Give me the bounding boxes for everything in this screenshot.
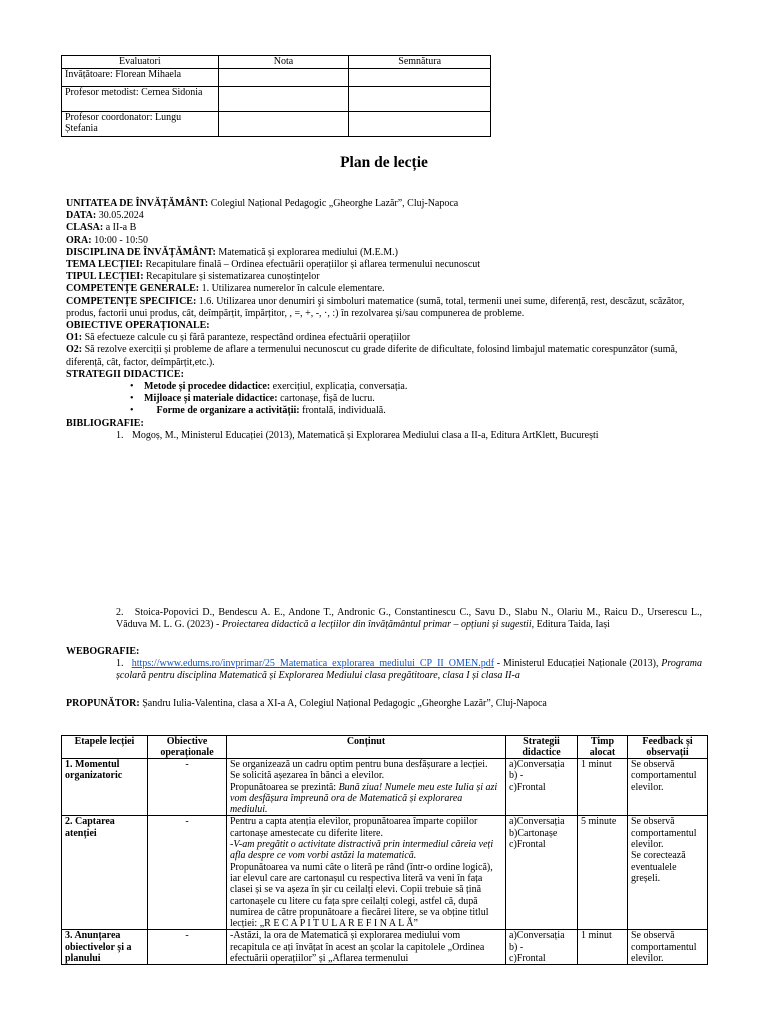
strategy-mijloace: • Mijloace și materiale didactice: cartonașe, fișă de lucru.	[130, 393, 375, 405]
webografie-heading: WEBOGRAFIE:	[66, 646, 140, 657]
bullet-icon: •	[130, 393, 134, 405]
stage-time: 1 minut	[578, 759, 628, 816]
clasa-line: CLASA: a II-a B	[66, 222, 137, 234]
evaluator-grade-cell	[218, 69, 349, 87]
tipul-line: TIPUL LECȚIEI: Recapitulare și sistematizarea cunoștințelor	[66, 271, 320, 283]
evaluators-header-nota: Nota	[218, 56, 349, 69]
evaluator-signature-cell	[349, 69, 491, 87]
table-row	[62, 759, 708, 816]
strategy-metode: • Metode și procedee didactice: exercițiul, explicația, conversația.	[130, 381, 408, 393]
stage-time: 5 minute	[578, 816, 628, 930]
obiective-heading: OBIECTIVE OPERAȚIONALE:	[66, 320, 210, 332]
data-line: DATA: 30.05.2024	[66, 210, 144, 222]
stage-name: 1. Momentul organizatoric	[62, 759, 148, 816]
webography-item: 1. https://www.edums.ro/invprimar/25_Matematica_explorarea_mediului_CP_II_OMEN.pdf - Ministerul Educației Naționale (2013), Programa școlară pentru disciplina Matematică și Explorarea Mediului clasa pregătitoare, clasa I și clasa II-a	[116, 658, 702, 681]
strategy-forme: • Forme de organizare a activității: frontală, individuală.	[130, 405, 386, 417]
stage-strategies: a)Conversația b) - c)Frontal	[506, 930, 578, 965]
evaluators-header-semnatura: Semnătura	[349, 56, 491, 69]
header-timp: Timp alocat	[578, 736, 628, 759]
disciplina-line: DISCIPLINA DE ÎNVĂȚĂMÂNT: Matematică și explorarea mediului (M.E.M.)	[66, 246, 399, 258]
stage-objectives: -	[148, 930, 227, 965]
page-title: Plan de lecție	[340, 154, 428, 171]
stage-feedback: Se observă comportamentul elevilor.	[628, 930, 708, 965]
bullet-icon: •	[130, 405, 134, 417]
ora-line: ORA: 10:00 - 10:50	[66, 234, 148, 246]
stage-objectives: -	[148, 759, 227, 816]
stage-strategies: a)Conversația b)Cartonașe c)Frontal	[506, 816, 578, 930]
table-row	[62, 930, 708, 965]
stage-time: 1 minut	[578, 930, 628, 965]
bibliography-item: 1. Mogoș, M., Ministerul Educației (2013), Matematică și Explorarea Mediului clasa a II-a, Editura ArtKlett, București	[116, 429, 599, 441]
header-obiective: Obiective operaționale	[148, 736, 227, 759]
header-continut: Conținut	[227, 736, 506, 759]
evaluator-name: Învățătoare: Florean Mihaela	[62, 69, 219, 87]
stage-feedback: Se observă comportamentul elevilor.	[628, 759, 708, 816]
stage-content: Pentru a capta atenția elevilor, propunătoarea împarte copiilor cartonașe amestecate cu diferite litere. -V-am pregătit o activitate distractivă prin intermediul căreia veți afla despre ce vom vorbi astăzi la matematică. Propunătoarea va numi câte o literă pe rând (într-o ordine logică), iar elevul care are cartonașul cu respectiva literă va veni în fața clasei și se va așeza în șir cu ceilalți elevi. Copii trebuie să țină cartonașele cu litere cu fața spre ceilalți colegi, astfel că, după numirea de către propunătoare a fiecărei litere, se va obține titlul lecției: „R E C A P I T U L A R E F I N A L Ă”	[227, 816, 506, 930]
unitate-line: UNITATEA DE ÎNVĂȚĂMÂNT: Colegiul Național Pedagogic „Gheorghe Lazăr”, Cluj-Napoca	[66, 198, 459, 209]
header-etapele: Etapele lecției	[62, 736, 148, 759]
header-strategii: Strategii didactice	[506, 736, 578, 759]
evaluator-grade-cell	[218, 112, 349, 137]
webography-link[interactable]: https://www.edums.ro/invprimar/25_Matematica_explorarea_mediului_CP_II_OMEN.pdf	[131, 658, 495, 669]
stage-feedback: Se observă comportamentul elevilor. Se corectează eventualele greșeli.	[628, 816, 708, 930]
strategii-heading: STRATEGII DIDACTICE:	[66, 368, 184, 380]
objective-o1: O1: Să efectueze calcule cu și fără paranteze, respectând ordinea efectuării operațiilor	[66, 332, 411, 344]
lesson-table	[61, 735, 708, 965]
evaluator-name: Profesor coordonator: Lungu Ștefania	[62, 112, 219, 137]
header-feedback: Feedback și observații	[628, 736, 708, 759]
lesson-info	[66, 198, 716, 442]
evaluators-header-evaluatori: Evaluatori	[62, 56, 219, 69]
bullet-icon: •	[130, 381, 134, 393]
stage-strategies: a)Conversația b) - c)Frontal	[506, 759, 578, 816]
bibliografie-heading: BIBLIOGRAFIE:	[66, 417, 144, 429]
stage-name: 3. Anunțarea obiectivelor și a planului	[62, 930, 148, 965]
propunator-line: PROPUNĂTOR: Șandru Iulia-Valentina, clasa a XI-a A, Colegiul Național Pedagogic „Gheorghe Lazăr”, Cluj-Napoca	[66, 698, 547, 709]
evaluator-name: Profesor metodist: Cernea Sidonia	[62, 87, 219, 112]
bibliography-item: 2. Stoica-Popovici D., Bendescu A. E., Andone T., Andronic G., Constantinescu C., Savu D., Slabu N., Olariu M., Raicu D., Urserescu L., Văduva M. L. G. (2023) - Proiectarea didactică a lecțiilor din învățământul primar – opțiuni și sugestii, Editura Taida, Iași	[116, 607, 703, 630]
competente-specifice-line: COMPETENȚE SPECIFICE: 1.6. Utilizarea unor denumiri şi simboluri matematice (sumă, total, termenii unei sume, diferență, rest, descăzut, scăzător, produs, factorii unui produs, cât, deîmpărțit, împărțitor, , =, +, -, ·, :) în rezolvarea și/sau compunerea de probleme.	[66, 295, 685, 319]
evaluators-table	[61, 55, 491, 137]
table-row	[62, 816, 708, 930]
evaluator-grade-cell	[218, 87, 349, 112]
stage-content: Se organizează un cadru optim pentru buna desfășurare a lecției. Se solicită așezarea în bănci a elevilor. Propunătoarea se prezintă: Bună ziua! Numele meu este Iulia și azi vom desfășura împreună ora de Matematică și explorarea mediului.	[227, 759, 506, 816]
stage-content: -Astăzi, la ora de Matematică și explorarea mediului vom recapitula ce ați învățat în acest an școlar la capitolele „Ordinea efectuării operațiilor” și „Aflarea termenului	[227, 930, 506, 965]
stage-name: 2. Captarea atenției	[62, 816, 148, 930]
stage-objectives: -	[148, 816, 227, 930]
evaluator-signature-cell	[349, 87, 491, 112]
competente-generale-line: COMPETENȚE GENERALE: 1. Utilizarea numerelor în calcule elementare.	[66, 283, 385, 295]
evaluator-signature-cell	[349, 112, 491, 137]
objective-o2: O2: Să rezolve exerciții și probleme de aflare a termenului necunoscut cu grade diferite de dificultate, folosind limbajul matematic corespunzător (sumă, diferență, cât, factor, deîmpărțit,etc.).	[66, 344, 678, 368]
tema-line: TEMA LECȚIEI: Recapitulare finală – Ordinea efectuării operațiilor și aflarea termenului necunoscut	[66, 259, 481, 271]
